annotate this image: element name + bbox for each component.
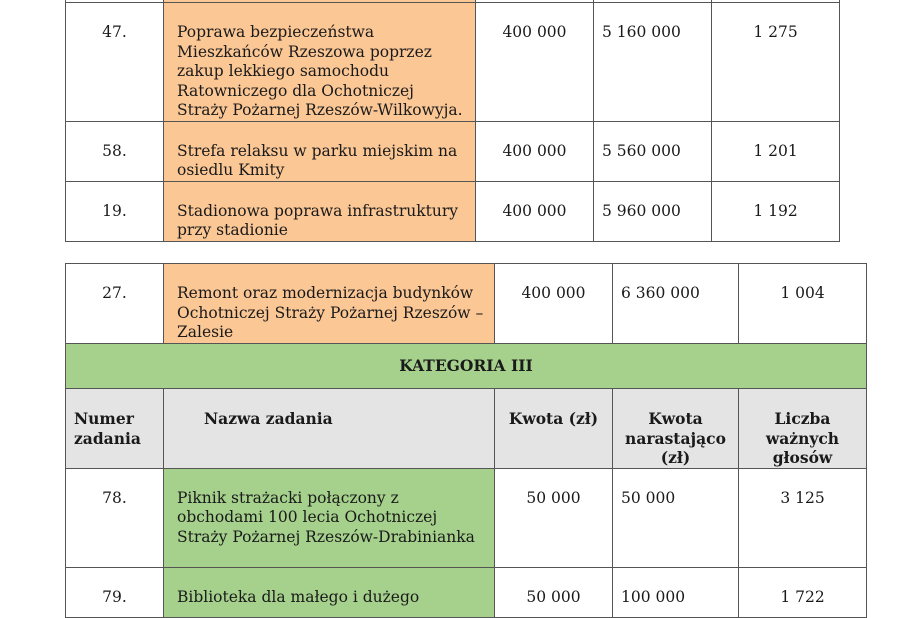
task-votes: 1 192 [712,181,840,241]
task-number: 27. [66,264,164,344]
task-amount: 50 000 [495,468,613,567]
task-votes: 1 201 [712,121,840,181]
task-votes: 1 275 [712,3,840,122]
header-row [66,389,867,469]
task-cumulative-amount: 100 000 [613,567,739,617]
task-number: 19. [66,181,164,241]
column-header-votes: Liczba ważnych głosów [739,389,867,469]
task-cumulative-amount: 5 960 000 [594,181,712,241]
column-header-amount: Kwota (zł) [495,389,613,469]
task-name: Piknik strażacki połączony z obchodami 100 lecia Ochotniczej Straży Pożarnej Rzeszów-Drabinianka [164,468,495,567]
task-name: Stadionowa poprawa infrastruktury przy stadionie [164,181,476,241]
projects-table [65,263,867,618]
task-votes: 1 722 [739,567,867,617]
projects-table-continued [65,0,840,242]
task-number: 58. [66,121,164,181]
table-row [66,3,840,122]
table-row [66,181,840,241]
column-header-cumulative: Kwota narastająco (zł) [613,389,739,469]
task-votes: 3 125 [739,468,867,567]
column-header-number: Numer zadania [66,389,164,469]
task-cumulative-amount: 5 560 000 [594,121,712,181]
task-name: Poprawa bezpieczeństwa Mieszkańców Rzeszowa poprzez zakup lekkiego samochodu Ratowniczego dla Ochotniczej Straży Pożarnej Rzeszów-Wilkowyja. [164,3,476,122]
category-row [66,344,867,389]
category-heading: KATEGORIA III [66,344,867,389]
task-number: 47. [66,3,164,122]
task-amount: 400 000 [476,181,594,241]
task-number: 78. [66,468,164,567]
task-name: Remont oraz modernizacja budynków Ochotniczej Straży Pożarnej Rzeszów – Zalesie [164,264,495,344]
table-row [66,264,867,344]
task-amount: 400 000 [476,121,594,181]
task-amount: 400 000 [476,3,594,122]
task-votes: 1 004 [739,264,867,344]
task-cumulative-amount: 50 000 [613,468,739,567]
task-name: Strefa relaksu w parku miejskim na osiedlu Kmity [164,121,476,181]
table-row [66,567,867,617]
table-row [66,468,867,567]
column-header-name: Nazwa zadania [164,389,495,469]
task-number: 79. [66,567,164,617]
table-row [66,121,840,181]
task-cumulative-amount: 5 160 000 [594,3,712,122]
task-name: Biblioteka dla małego i dużego [164,567,495,617]
task-amount: 400 000 [495,264,613,344]
task-amount: 50 000 [495,567,613,617]
task-cumulative-amount: 6 360 000 [613,264,739,344]
